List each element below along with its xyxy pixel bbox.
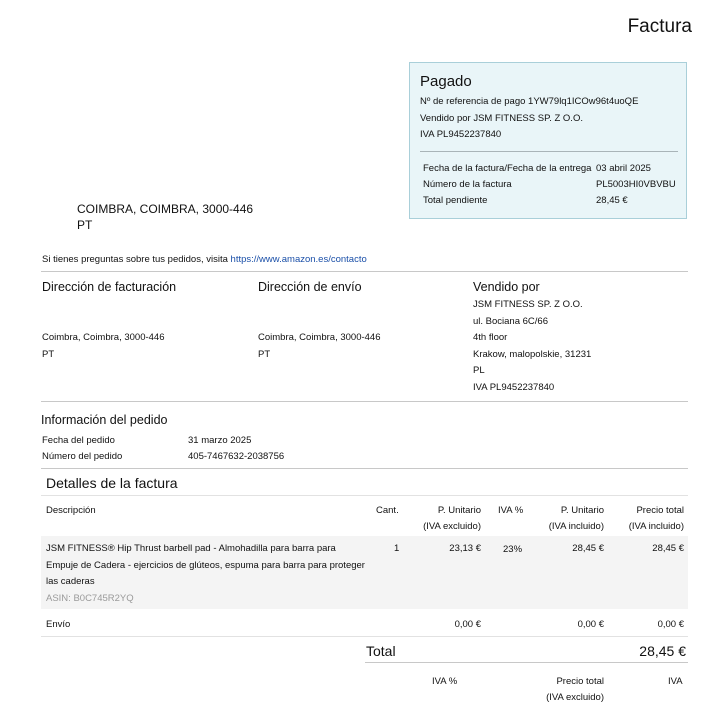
order-number-label: Número del pedido	[42, 451, 123, 462]
seller-line: Krakow, malopolskie, 31231	[473, 349, 592, 360]
seller-line: 4th floor	[473, 332, 508, 343]
amount-due-value: 28,45 €	[596, 195, 628, 206]
divider	[41, 468, 688, 469]
invoice-date-value: 03 abril 2025	[596, 163, 651, 174]
col-vat: IVA %	[498, 505, 524, 516]
total-label: Total	[366, 643, 396, 659]
item-description-line: Empuje de Cadera - ejercicios de glúteos, espuma para barra para proteger	[46, 560, 365, 571]
shipping-total: 0,00 €	[657, 619, 684, 630]
seller-title: Vendido por	[473, 280, 540, 294]
invoice-number-value: PL5003HI0VBVBU	[596, 179, 676, 190]
item-total: 28,45 €	[652, 543, 684, 554]
payment-status: Pagado	[420, 73, 472, 90]
payment-summary-box	[409, 62, 687, 219]
order-date-label: Fecha del pedido	[42, 435, 115, 446]
seller-line: JSM FITNESS SP. Z O.O.	[473, 299, 583, 310]
col-total: Precio total	[636, 505, 684, 516]
contact-text: Si tienes preguntas sobre tus pedidos, visita	[42, 254, 228, 265]
billing-line-1: Coimbra, Coimbra, 3000-446	[42, 332, 165, 343]
vat-summary-total-sub: (IVA excluido)	[546, 692, 604, 703]
seller-line: ul. Bociana 6C/66	[473, 316, 548, 327]
vat-summary-vat: IVA	[668, 676, 683, 687]
item-unit-incl: 28,45 €	[572, 543, 604, 554]
col-total-sub: (IVA incluido)	[628, 521, 684, 532]
order-number-value: 405-7467632-2038756	[188, 451, 285, 462]
shipping-line-1: Coimbra, Coimbra, 3000-446	[258, 332, 381, 343]
divider	[365, 662, 688, 663]
vat-number: IVA PL9452237840	[420, 129, 502, 140]
item-asin: ASIN: B0C745R2YQ	[46, 593, 134, 604]
contact-line	[42, 254, 367, 265]
item-vat: 23%	[503, 544, 523, 555]
vat-summary-pct: IVA %	[432, 676, 458, 687]
item-description-line: las caderas	[46, 576, 95, 587]
shipping-line-2: PT	[258, 349, 271, 360]
shipping-title: Dirección de envío	[258, 280, 362, 294]
col-quantity: Cant.	[376, 505, 399, 516]
details-title: Detalles de la factura	[46, 475, 178, 491]
col-unit-excl-sub: (IVA excluido)	[423, 521, 481, 532]
divider	[41, 271, 688, 272]
shipping-row-label: Envío	[46, 619, 71, 630]
seller-line: PL	[473, 365, 485, 376]
item-quantity: 1	[394, 543, 400, 554]
divider	[420, 151, 678, 152]
divider	[41, 495, 688, 496]
total-value: 28,45 €	[639, 643, 686, 659]
billing-line-2: PT	[42, 349, 55, 360]
seller-line: IVA PL9452237840	[473, 382, 555, 393]
contact-link[interactable]: https://www.amazon.es/contacto	[230, 254, 367, 265]
shipping-unit-incl: 0,00 €	[577, 619, 604, 630]
amount-due-label: Total pendiente	[423, 195, 488, 206]
item-unit-excl: 23,13 €	[449, 543, 481, 554]
vat-summary-total: Precio total	[556, 676, 604, 687]
payment-reference: Nº de referencia de pago 1YW79lq1ICOw96t4uoQE	[420, 96, 639, 107]
divider	[41, 401, 688, 402]
col-unit-incl-sub: (IVA incluido)	[548, 521, 604, 532]
col-unit-incl: P. Unitario	[560, 505, 604, 516]
col-unit-excl: P. Unitario	[437, 505, 481, 516]
sold-by-line: Vendido por JSM FITNESS SP. Z O.O.	[420, 113, 583, 124]
order-date-value: 31 marzo 2025	[188, 435, 252, 446]
invoice-title: Factura	[627, 16, 692, 37]
divider	[41, 636, 688, 637]
shipping-unit-excl: 0,00 €	[454, 619, 481, 630]
col-description: Descripción	[46, 505, 96, 516]
invoice-number-label: Número de la factura	[423, 179, 512, 190]
customer-country: PT	[77, 218, 93, 232]
item-description-line: JSM FITNESS® Hip Thrust barbell pad - Almohadilla para barra para	[46, 543, 336, 554]
billing-title: Dirección de facturación	[42, 280, 177, 294]
customer-city-line: COIMBRA, COIMBRA, 3000-446	[77, 202, 254, 216]
order-info-title: Información del pedido	[41, 413, 168, 427]
invoice-date-label: Fecha de la factura/Fecha de la entrega	[423, 163, 592, 174]
